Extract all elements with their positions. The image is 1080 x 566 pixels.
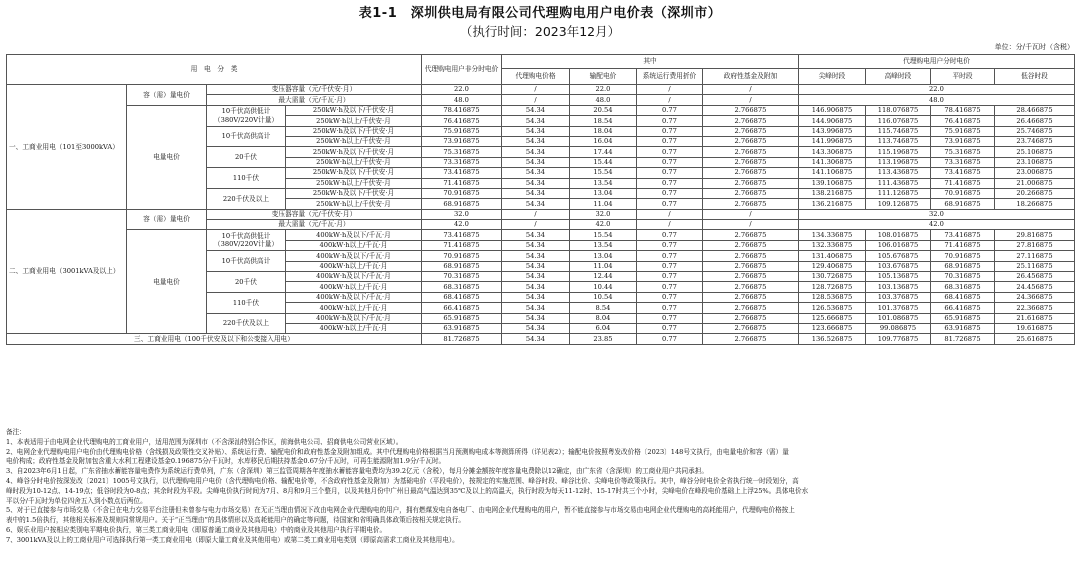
system-cost: / — [637, 209, 703, 219]
usage-tier: 250kW·h及以下/千伏安·月 — [286, 105, 422, 115]
purchase-price: 54.34 — [502, 261, 570, 271]
valley-price: 27.116875 — [995, 251, 1075, 261]
flat-price: 73.916875 — [931, 136, 995, 146]
usage-tier: 250kW·h以上/千伏安·月 — [286, 178, 422, 188]
capacity-row-label: 最大需量（元/千瓦·月） — [207, 220, 422, 230]
usage-tier: 250kW·h及以下/千伏安·月 — [286, 126, 422, 136]
gov-fund: / — [703, 209, 799, 219]
voltage-level: 10千伏高供低计（380V/220V计量） — [207, 230, 286, 251]
usage-tier: 250kW·h以上/千伏安·月 — [286, 199, 422, 209]
price-non-tou: 75.316875 — [422, 147, 502, 157]
sharp-peak-price: 128.726875 — [799, 282, 866, 292]
gov-fund: 2.766875 — [703, 116, 799, 126]
peak-price: 116.076875 — [866, 116, 931, 126]
purchase-price: 54.34 — [502, 272, 570, 282]
sharp-peak-price: 132.336875 — [799, 240, 866, 250]
flat-price: 65.916875 — [931, 313, 995, 323]
price-non-tou: 73.916875 — [422, 136, 502, 146]
system-cost: 0.77 — [637, 313, 703, 323]
system-cost: 0.77 — [637, 272, 703, 282]
usage-tier: 400kW·h以上/千瓦·月 — [286, 282, 422, 292]
valley-price: 23.106875 — [995, 157, 1075, 167]
purchase-price: / — [502, 85, 570, 95]
transmission-price: 13.04 — [570, 188, 637, 198]
purchase-price: 54.34 — [502, 168, 570, 178]
sharp-peak-price: 123.666875 — [799, 323, 866, 333]
tou-price: 48.0 — [799, 95, 1075, 105]
note-line: 1、本表适用于由电网企业代理购电的工商业用户，适用范围为深圳市（不含深汕特别合作区，前海供电公司、招商供电公司营业区域）。 — [6, 437, 403, 446]
price-table — [6, 54, 1075, 345]
flat-price: 70.316875 — [931, 272, 995, 282]
system-cost: 0.77 — [637, 178, 703, 188]
purchase-price: 54.34 — [502, 251, 570, 261]
usage-tier: 250kW·h及以下/千伏安·月 — [286, 168, 422, 178]
peak-price: 111.436875 — [866, 178, 931, 188]
usage-tier: 250kW·h及以下/千伏安·月 — [286, 188, 422, 198]
transmission-price: 10.44 — [570, 282, 637, 292]
flat-price: 63.916875 — [931, 323, 995, 333]
header-category: 用 电 分 类 — [7, 55, 422, 85]
tou-price: 42.0 — [799, 220, 1075, 230]
header-peak: 高峰时段 — [866, 69, 931, 85]
system-cost: 0.77 — [637, 334, 703, 344]
capacity-row-label: 变压器容量（元/千伏安·月） — [207, 85, 422, 95]
energy-label: 电量电价 — [127, 105, 207, 209]
voltage-level: 20千伏 — [207, 272, 286, 293]
peak-price: 113.196875 — [866, 157, 931, 167]
price-non-tou: 73.416875 — [422, 230, 502, 240]
flat-price: 73.416875 — [931, 230, 995, 240]
peak-price: 99.086875 — [866, 323, 931, 333]
valley-price: 25.116875 — [995, 261, 1075, 271]
gov-fund: 2.766875 — [703, 240, 799, 250]
transmission-price: 15.44 — [570, 157, 637, 167]
system-cost: / — [637, 95, 703, 105]
peak-price: 108.016875 — [866, 230, 931, 240]
valley-price: 28.466875 — [995, 105, 1075, 115]
transmission-price: 15.54 — [570, 230, 637, 240]
gov-fund: / — [703, 85, 799, 95]
system-cost: 0.77 — [637, 136, 703, 146]
note-line: 3、自2023年6月1日起，广东省抽水蓄能容量电费作为系统运行费单列，广东（含深圳）第三监管周期各年度抽水蓄能容量电费均为39.2亿元（含税），每月分摊金额按年度容量电费除以12确定，由广东省（含深圳）的工商业用户共同承担。 — [6, 467, 708, 476]
flat-price: 75.316875 — [931, 147, 995, 157]
tou-price: 32.0 — [799, 209, 1075, 219]
gov-fund: 2.766875 — [703, 272, 799, 282]
system-cost: 0.77 — [637, 230, 703, 240]
usage-tier: 400kW·h及以下/千瓦·月 — [286, 292, 422, 302]
purchase-price: 54.34 — [502, 147, 570, 157]
transmission-price: 48.0 — [570, 95, 637, 105]
transmission-price: 15.54 — [570, 168, 637, 178]
transmission-price: 22.0 — [570, 85, 637, 95]
note-line: 表中的1.5倍执行，其他相关标准及规则同常规用户。关于“正当理由”的具体情形以及高耗能用户的确定等问题，待国家和省明确具体政策后按相关规定执行。 — [6, 516, 466, 525]
price-non-tou: 48.0 — [422, 95, 502, 105]
capacity-row-label: 变压器容量（元/千伏安·月） — [207, 209, 422, 219]
sharp-peak-price: 130.726875 — [799, 272, 866, 282]
section-name: 三、工商业用电（100千伏安及以下和公变接入用电） — [7, 334, 422, 344]
note-line: 平以分/千瓦时为单位四舍五入到小数点后两位。 — [6, 496, 147, 505]
capacity-label: 容（需）量电价 — [127, 209, 207, 230]
flat-price: 71.416875 — [931, 178, 995, 188]
valley-price: 22.366875 — [995, 303, 1075, 313]
peak-price: 103.136875 — [866, 282, 931, 292]
sharp-peak-price: 131.406875 — [799, 251, 866, 261]
notes — [6, 428, 1074, 546]
gov-fund: 2.766875 — [703, 261, 799, 271]
system-cost: 0.77 — [637, 147, 703, 157]
sharp-peak-price: 141.306875 — [799, 157, 866, 167]
flat-price: 68.916875 — [931, 261, 995, 271]
transmission-price: 18.04 — [570, 126, 637, 136]
purchase-price: / — [502, 220, 570, 230]
sharp-peak-price: 141.996875 — [799, 136, 866, 146]
price-non-tou: 78.416875 — [422, 105, 502, 115]
header-among: 其中 — [502, 55, 799, 69]
valley-price: 24.366875 — [995, 292, 1075, 302]
purchase-price: 54.34 — [502, 282, 570, 292]
gov-fund: 2.766875 — [703, 199, 799, 209]
peak-price: 106.016875 — [866, 240, 931, 250]
valley-price: 26.456875 — [995, 272, 1075, 282]
price-non-tou: 75.916875 — [422, 126, 502, 136]
section-name: 二、工商业用电（3001kVA及以上） — [7, 209, 127, 334]
system-cost: 0.77 — [637, 323, 703, 333]
gov-fund: 2.766875 — [703, 282, 799, 292]
capacity-row-label: 最大需量（元/千瓦·月） — [207, 95, 422, 105]
flat-price: 73.416875 — [931, 168, 995, 178]
purchase-price: 54.34 — [502, 136, 570, 146]
purchase-price: 54.34 — [502, 126, 570, 136]
section-name: 一、工商业用电（101至3000kVA） — [7, 85, 127, 210]
sharp-peak-price: 143.996875 — [799, 126, 866, 136]
purchase-price: 54.34 — [502, 188, 570, 198]
system-cost: 0.77 — [637, 240, 703, 250]
system-cost: 0.77 — [637, 168, 703, 178]
transmission-price: 16.04 — [570, 136, 637, 146]
purchase-price: 54.34 — [502, 178, 570, 188]
usage-tier: 250kW·h以上/千伏安·月 — [286, 116, 422, 126]
valley-price: 21.006875 — [995, 178, 1075, 188]
flat-price: 76.416875 — [931, 116, 995, 126]
peak-price: 105.676875 — [866, 251, 931, 261]
system-cost: 0.77 — [637, 126, 703, 136]
gov-fund: / — [703, 220, 799, 230]
usage-tier: 400kW·h及以下/千瓦·月 — [286, 313, 422, 323]
sharp-peak-price: 136.216875 — [799, 199, 866, 209]
purchase-price: 54.34 — [502, 240, 570, 250]
valley-price: 19.616875 — [995, 323, 1075, 333]
flat-price: 68.916875 — [931, 199, 995, 209]
valley-price: 29.816875 — [995, 230, 1075, 240]
sharp-peak-price: 125.666875 — [799, 313, 866, 323]
price-non-tou: 68.916875 — [422, 199, 502, 209]
capacity-label: 容（需）量电价 — [127, 85, 207, 106]
table-row — [7, 105, 1075, 115]
price-non-tou: 73.416875 — [422, 168, 502, 178]
purchase-price: 54.34 — [502, 334, 570, 344]
header-sharp-peak: 尖峰时段 — [799, 69, 866, 85]
usage-tier: 400kW·h以上/千瓦·月 — [286, 323, 422, 333]
peak-price: 101.376875 — [866, 303, 931, 313]
system-cost: 0.77 — [637, 282, 703, 292]
sharp-peak-price: 134.336875 — [799, 230, 866, 240]
purchase-price: 54.34 — [502, 313, 570, 323]
gov-fund: 2.766875 — [703, 126, 799, 136]
sharp-peak-price: 138.216875 — [799, 188, 866, 198]
transmission-price: 13.54 — [570, 240, 637, 250]
transmission-price: 13.54 — [570, 178, 637, 188]
gov-fund: 2.766875 — [703, 147, 799, 157]
page-title: 表1-1 深圳供电局有限公司代理购电用户电价表（深圳市） — [358, 6, 722, 21]
table-row — [7, 209, 1075, 219]
system-cost: 0.77 — [637, 292, 703, 302]
sharp-peak-price: 139.106875 — [799, 178, 866, 188]
transmission-price: 12.44 — [570, 272, 637, 282]
valley-price: 25.616875 — [995, 334, 1075, 344]
valley-price: 23.006875 — [995, 168, 1075, 178]
page-subtitle: （执行时间：2023年12月） — [459, 24, 621, 39]
system-cost: / — [637, 220, 703, 230]
sharp-peak-price: 129.406875 — [799, 261, 866, 271]
system-cost: 0.77 — [637, 199, 703, 209]
flat-price: 66.416875 — [931, 303, 995, 313]
header-flat: 平时段 — [931, 69, 995, 85]
price-non-tou: 70.916875 — [422, 251, 502, 261]
system-cost: 0.77 — [637, 105, 703, 115]
peak-price: 115.196875 — [866, 147, 931, 157]
usage-tier: 400kW·h以上/千瓦·月 — [286, 240, 422, 250]
peak-price: 111.126875 — [866, 188, 931, 198]
table-row — [7, 230, 1075, 240]
system-cost: / — [637, 85, 703, 95]
table-row — [7, 85, 1075, 95]
voltage-level: 110千伏 — [207, 168, 286, 189]
price-non-tou: 66.416875 — [422, 303, 502, 313]
energy-label: 电量电价 — [127, 230, 207, 334]
voltage-level: 110千伏 — [207, 292, 286, 313]
peak-price: 115.746875 — [866, 126, 931, 136]
voltage-level: 10千伏高供高计 — [207, 126, 286, 147]
usage-tier: 250kW·h以上/千伏安·月 — [286, 157, 422, 167]
peak-price: 113.436875 — [866, 168, 931, 178]
flat-price: 70.916875 — [931, 188, 995, 198]
valley-price: 25.106875 — [995, 147, 1075, 157]
valley-price: 21.616875 — [995, 313, 1075, 323]
sharp-peak-price: 144.906875 — [799, 116, 866, 126]
price-non-tou: 63.916875 — [422, 323, 502, 333]
peak-price: 101.086875 — [866, 313, 931, 323]
gov-fund: 2.766875 — [703, 157, 799, 167]
purchase-price: 54.34 — [502, 157, 570, 167]
tou-price: 22.0 — [799, 85, 1075, 95]
note-line: 7、3001kVA及以上的工商业用户可选择执行第一类工商业用电（即原大量工商业及其他用电）或第二类工商业用电类别（即原高需求工商业及其他用电）。 — [6, 535, 459, 544]
valley-price: 23.746875 — [995, 136, 1075, 146]
purchase-price: 54.34 — [502, 230, 570, 240]
flat-price: 75.916875 — [931, 126, 995, 136]
note-line: 电价构成；政府性基金及附加包含重大水利工程建设基金0.196875分/千瓦时，水库移民后期扶持基金0.67分/千瓦时，可再生能源附加1.9分/千瓦时。 — [6, 457, 446, 466]
transmission-price: 32.0 — [570, 209, 637, 219]
price-non-tou: 73.316875 — [422, 157, 502, 167]
purchase-price: / — [502, 95, 570, 105]
price-non-tou: 32.0 — [422, 209, 502, 219]
price-non-tou: 71.416875 — [422, 240, 502, 250]
transmission-price: 13.04 — [570, 251, 637, 261]
sharp-peak-price: 136.526875 — [799, 334, 866, 344]
gov-fund: 2.766875 — [703, 292, 799, 302]
voltage-level: 220千伏及以上 — [207, 313, 286, 334]
flat-price: 68.416875 — [931, 292, 995, 302]
flat-price: 81.726875 — [931, 334, 995, 344]
valley-price: 20.266875 — [995, 188, 1075, 198]
header-transmission-price: 输配电价 — [570, 69, 637, 85]
sharp-peak-price: 146.906875 — [799, 105, 866, 115]
transmission-price: 10.54 — [570, 292, 637, 302]
price-non-tou: 68.916875 — [422, 261, 502, 271]
peak-price: 109.776875 — [866, 334, 931, 344]
price-non-tou: 42.0 — [422, 220, 502, 230]
header-gov-fund: 政府性基金及附加 — [703, 69, 799, 85]
note-line: 6、娱乐业用户按相应类别电平期电价执行，第三类工商业用电（即原普通工商业及其他用电）中的商业及其他用户执行平期电价。 — [6, 525, 387, 534]
header-system-cost: 系统运行费用折价 — [637, 69, 703, 85]
flat-price: 73.316875 — [931, 157, 995, 167]
price-non-tou: 70.316875 — [422, 272, 502, 282]
gov-fund: / — [703, 95, 799, 105]
note-line: 5、对于已直接参与市场交易（不含已在电力交易平台注册但未曾参与电力市场交易）在无正当理由情况下改由电网企业代理购电的用户，拥有燃煤发电自备电厂、由电网企业代理购电的用户，暂不能直接参与市场交易由电网企业代理购电的高耗能用户，代理购电价格按上 — [6, 506, 795, 515]
note-line: 4、峰谷分时电价按深发改〔2021〕1005号文执行，以代理购电用户电价（含代理购电价格、输配电价等，不含政府性基金及附加）为基础电价（平段电价），按规定的实施范围、峰谷时段、峰谷比价、尖峰电价等政策执行。其中，峰谷分时电价全省执行统一时段划分，高 — [6, 476, 799, 485]
usage-tier: 400kW·h及以下/千瓦·月 — [286, 230, 422, 240]
flat-price: 78.416875 — [931, 105, 995, 115]
voltage-level: 10千伏高供高计 — [207, 251, 286, 272]
gov-fund: 2.766875 — [703, 334, 799, 344]
price-non-tou: 68.416875 — [422, 292, 502, 302]
transmission-price: 42.0 — [570, 220, 637, 230]
gov-fund: 2.766875 — [703, 230, 799, 240]
peak-price: 103.376875 — [866, 292, 931, 302]
gov-fund: 2.766875 — [703, 313, 799, 323]
purchase-price: 54.34 — [502, 292, 570, 302]
valley-price: 26.466875 — [995, 116, 1075, 126]
usage-tier: 400kW·h及以下/千瓦·月 — [286, 251, 422, 261]
price-non-tou: 76.416875 — [422, 116, 502, 126]
peak-price: 109.126875 — [866, 199, 931, 209]
usage-tier: 400kW·h以上/千瓦·月 — [286, 303, 422, 313]
price-non-tou: 22.0 — [422, 85, 502, 95]
header-price-non-tou: 代理购电用户非分时电价 — [422, 55, 502, 85]
gov-fund: 2.766875 — [703, 188, 799, 198]
peak-price: 118.076875 — [866, 105, 931, 115]
purchase-price: 54.34 — [502, 116, 570, 126]
peak-price: 113.746875 — [866, 136, 931, 146]
transmission-price: 11.04 — [570, 261, 637, 271]
system-cost: 0.77 — [637, 188, 703, 198]
peak-price: 105.136875 — [866, 272, 931, 282]
flat-price: 68.316875 — [931, 282, 995, 292]
voltage-level: 220千伏及以上 — [207, 188, 286, 209]
system-cost: 0.77 — [637, 303, 703, 313]
header-tou-group: 代理购电用户分时电价 — [799, 55, 1075, 69]
transmission-price: 20.54 — [570, 105, 637, 115]
price-non-tou: 71.416875 — [422, 178, 502, 188]
transmission-price: 18.54 — [570, 116, 637, 126]
transmission-price: 11.04 — [570, 199, 637, 209]
voltage-level: 10千伏高供低计（380V/220V计量） — [207, 105, 286, 126]
transmission-price: 8.54 — [570, 303, 637, 313]
price-non-tou: 70.916875 — [422, 188, 502, 198]
note-line: 2、电网企业代理购电用户电价由代理购电价格（含线损及政策性交叉补贴）、系统运行费、输配电价和政府性基金及附加组成。其中代理购电价格根据当月预测购电成本等测算所得（详见表2）；输配电价按照粤发改价格〔2023〕148号文执行，由电量电价和容（需）量 — [6, 447, 789, 456]
system-cost: 0.77 — [637, 251, 703, 261]
note-line: 峰时段为10-12点、14-19点；低谷时段为0-8点；其余时段为平段。尖峰电价执行时间为7月、8月和9月三个整月，以及其他月份中广州日最高气温达到35℃及以上的高温天，执行时段为每天11-12时、15-17时共三个小时，尖峰电价在峰段电价基础上上浮25%。具体电价水 — [6, 486, 809, 495]
table-row — [7, 334, 1075, 344]
flat-price: 70.916875 — [931, 251, 995, 261]
transmission-price: 6.04 — [570, 323, 637, 333]
gov-fund: 2.766875 — [703, 178, 799, 188]
system-cost: 0.77 — [637, 261, 703, 271]
system-cost: 0.77 — [637, 157, 703, 167]
unit-label: 单位：分/千瓦时（含税） — [994, 43, 1074, 51]
usage-tier: 250kW·h及以下/千伏安·月 — [286, 147, 422, 157]
price-non-tou: 68.316875 — [422, 282, 502, 292]
notes-heading: 备注： — [6, 428, 26, 436]
header-purchase-price: 代理购电价格 — [502, 69, 570, 85]
gov-fund: 2.766875 — [703, 303, 799, 313]
sharp-peak-price: 143.306875 — [799, 147, 866, 157]
gov-fund: 2.766875 — [703, 168, 799, 178]
gov-fund: 2.766875 — [703, 251, 799, 261]
sharp-peak-price: 126.536875 — [799, 303, 866, 313]
sharp-peak-price: 128.536875 — [799, 292, 866, 302]
gov-fund: 2.766875 — [703, 105, 799, 115]
valley-price: 27.816875 — [995, 240, 1075, 250]
voltage-level: 20千伏 — [207, 147, 286, 168]
usage-tier: 400kW·h以上/千瓦·月 — [286, 261, 422, 271]
header-valley: 低谷时段 — [995, 69, 1075, 85]
purchase-price: / — [502, 209, 570, 219]
system-cost: 0.77 — [637, 116, 703, 126]
usage-tier: 400kW·h及以下/千瓦·月 — [286, 272, 422, 282]
purchase-price: 54.34 — [502, 303, 570, 313]
flat-price: 71.416875 — [931, 240, 995, 250]
purchase-price: 54.34 — [502, 105, 570, 115]
price-non-tou: 81.726875 — [422, 334, 502, 344]
transmission-price: 8.04 — [570, 313, 637, 323]
peak-price: 103.676875 — [866, 261, 931, 271]
price-non-tou: 65.916875 — [422, 313, 502, 323]
sharp-peak-price: 141.106875 — [799, 168, 866, 178]
purchase-price: 54.34 — [502, 323, 570, 333]
valley-price: 25.746875 — [995, 126, 1075, 136]
usage-tier: 250kW·h以上/千伏安·月 — [286, 136, 422, 146]
valley-price: 24.456875 — [995, 282, 1075, 292]
gov-fund: 2.766875 — [703, 136, 799, 146]
transmission-price: 17.44 — [570, 147, 637, 157]
transmission-price: 23.85 — [570, 334, 637, 344]
gov-fund: 2.766875 — [703, 323, 799, 333]
purchase-price: 54.34 — [502, 199, 570, 209]
valley-price: 18.266875 — [995, 199, 1075, 209]
